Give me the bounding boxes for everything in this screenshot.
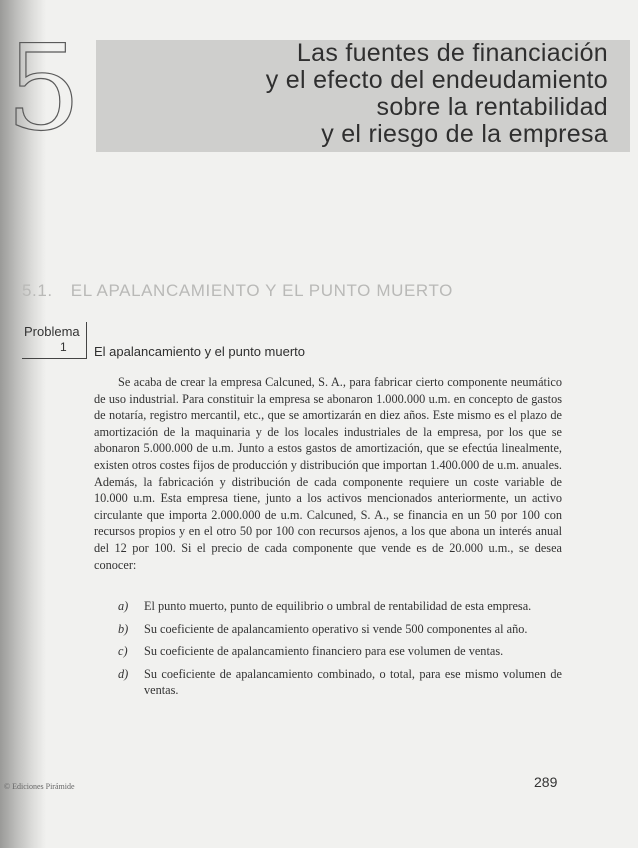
chapter-title bbox=[266, 40, 608, 148]
chapter-title-box bbox=[96, 40, 630, 152]
problem-statement bbox=[94, 374, 562, 573]
question-mark: d) bbox=[118, 666, 129, 681]
question-text: El punto muerto, punto de equilibrio o umbral de rentabilidad de esta empresa. bbox=[144, 599, 532, 613]
page-number: 289 bbox=[534, 774, 558, 790]
section-title: EL APALANCAMIENTO Y EL PUNTO MUERTO bbox=[70, 281, 453, 300]
question-mark: b) bbox=[118, 621, 129, 636]
chapter-title-line: Las fuentes de financiación bbox=[296, 39, 608, 67]
problem-statement-text: Se acaba de crear la empresa Calcuned, S. A., para fabricar cierto componente neumático de uso industrial. Para constituir la empresa se abonaron 1.000.000 u.m. en concepto de gastos de notaría, registro mercantil, etc., que se amortizarán en diez años. Este mismo es el plazo de amortización de la maquinaria y de los locales industriales de la empresa, por los que se abonaron 5.000.000 de u.m. Junto a estos gastos de amortización, que se efectúa linealmente, existen otros costes fijos de producción y distribución que importan 1.400.000 de u.m. anuales. Además, la fabricación y distribución de cada componente requiere un coste variable de 10.000 u.m. Esta empresa tiene, junto a los activos mencionados anteriormente, un activo circulante que importa 2.000.000 de u.m. Calcuned, S. A., se financia en un 50 por 100 con recursos propios y en el otro 50 por 100 con recursos ajenos, a los que abona un interés anual del 12 por 100. Si el precio de cada componente que vende es de 20.000 u.m., se desea conocer: bbox=[94, 375, 562, 572]
chapter-number: 5 bbox=[6, 19, 82, 157]
section-number: 5.1. bbox=[22, 281, 53, 300]
problem-label: Problema bbox=[24, 324, 80, 339]
problem-label-box bbox=[22, 322, 87, 359]
question-item bbox=[94, 621, 562, 638]
question-item bbox=[94, 598, 562, 615]
question-mark: a) bbox=[118, 599, 129, 613]
chapter-title-line: sobre la rentabilidad bbox=[376, 93, 608, 121]
question-text: Su coeficiente de apalancamiento financiero para ese volumen de ventas. bbox=[144, 644, 504, 659]
question-item bbox=[94, 666, 562, 699]
question-text: Su coeficiente de apalancamiento combinado, o total, para ese mismo volumen de ventas. bbox=[144, 666, 562, 698]
section-heading bbox=[22, 281, 453, 301]
chapter-title-line: y el riesgo de la empresa bbox=[321, 120, 608, 148]
question-text: Su coeficiente de apalancamiento operativo si vende 500 componentes al año. bbox=[144, 621, 528, 636]
question-list bbox=[94, 598, 562, 705]
problem-number: 1 bbox=[60, 340, 67, 354]
chapter-title-line: y el efecto del endeudamiento bbox=[265, 66, 608, 94]
question-item bbox=[94, 643, 562, 660]
question-mark: c) bbox=[118, 644, 128, 659]
problem-title: El apalancamiento y el punto muerto bbox=[94, 344, 306, 359]
publisher-credit: © Ediciones Pirámide bbox=[4, 782, 75, 791]
